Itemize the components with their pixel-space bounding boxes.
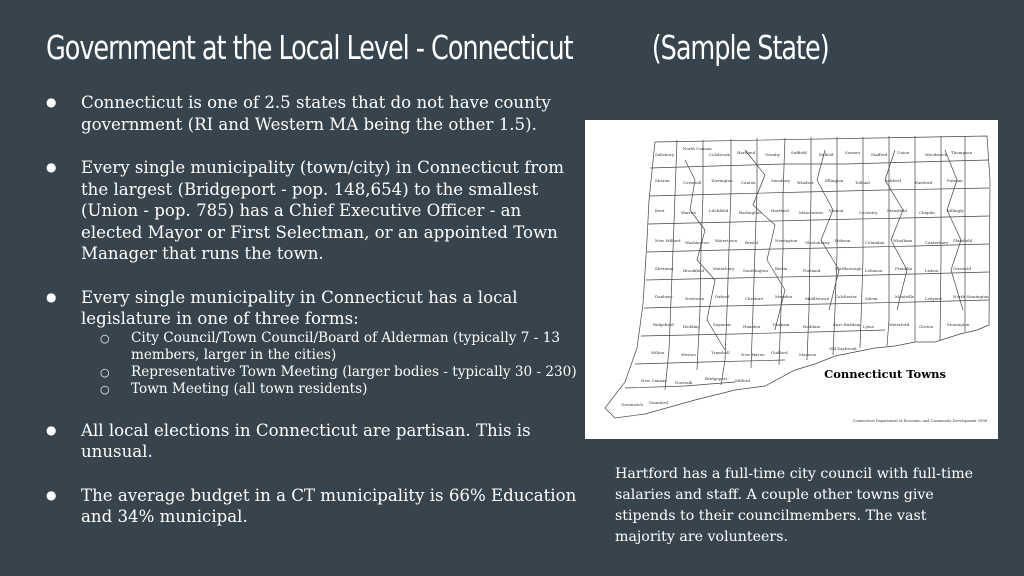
map-drawing (585, 120, 998, 439)
svg-text:Coventry: Coventry (859, 210, 878, 215)
svg-text:Suffield: Suffield (791, 150, 807, 155)
svg-text:Sherman: Sherman (655, 266, 674, 271)
svg-text:Seymour: Seymour (713, 322, 732, 327)
svg-text:Groton: Groton (919, 324, 934, 329)
svg-text:Portland: Portland (803, 268, 821, 273)
bullet-item (46, 92, 586, 135)
svg-text:Glastonbury: Glastonbury (805, 240, 830, 245)
svg-text:Woodstock: Woodstock (925, 152, 947, 157)
svg-text:Killingly: Killingly (947, 208, 964, 213)
svg-text:Canterbury: Canterbury (925, 240, 949, 245)
slide-title-suffix: (Sample State) (651, 28, 829, 67)
sub-bullet-list (81, 330, 586, 398)
bullet-item (46, 157, 586, 265)
svg-text:Ellington: Ellington (825, 178, 844, 183)
svg-text:Vernon: Vernon (829, 208, 844, 213)
connecticut-towns-map (585, 120, 998, 439)
bullet-item (46, 287, 586, 398)
svg-text:North Canaan: North Canaan (683, 146, 712, 151)
svg-text:Southington: Southington (743, 268, 768, 273)
svg-text:Marlborough: Marlborough (835, 266, 862, 271)
circle-bullet-icon: ○ (100, 331, 110, 345)
sub-bullet-item (100, 329, 586, 364)
svg-text:Watertown: Watertown (715, 238, 738, 243)
svg-text:Hebron: Hebron (835, 238, 851, 243)
svg-text:Stonington: Stonington (947, 322, 970, 327)
svg-text:Wilton: Wilton (651, 350, 665, 355)
svg-text:Union: Union (897, 150, 910, 155)
svg-text:Trumbull: Trumbull (711, 350, 730, 355)
bullet-item (46, 485, 586, 528)
svg-text:Newington: Newington (775, 238, 798, 243)
svg-text:Redding: Redding (683, 324, 700, 329)
svg-text:Plainfield: Plainfield (953, 238, 973, 243)
sub-bullet-text: Representative Town Meeting (larger bodies - typically 30 - 230) (131, 363, 577, 380)
slide-title-main: Government at the Local Level - Connecticut (46, 28, 573, 67)
svg-text:Greenwich: Greenwich (621, 402, 643, 407)
bullet-text: Every single municipality in Connecticut has a local legislature in one of three forms: (81, 287, 518, 328)
map-label: Connecticut Towns (824, 367, 946, 381)
svg-text:Meriden: Meriden (775, 294, 793, 299)
svg-text:Torrington: Torrington (711, 178, 733, 183)
svg-text:Mansfield: Mansfield (887, 208, 907, 213)
svg-text:Thompson: Thompson (951, 150, 973, 155)
map-caption: Hartford has a full-time city council with full-time salaries and staff. A couple other towns give stipends to their councilmembers. The vast majority are volunteers. (615, 466, 974, 545)
svg-text:Haddam: Haddam (803, 324, 821, 329)
svg-text:Salem: Salem (865, 296, 878, 301)
svg-text:Chaplin: Chaplin (919, 210, 935, 215)
svg-text:Lebanon: Lebanon (865, 268, 883, 273)
svg-text:Windham: Windham (893, 238, 913, 243)
bullet-dot-icon: ● (46, 487, 57, 502)
svg-text:Hartford: Hartford (771, 208, 789, 213)
sub-bullet-text: Town Meeting (all town residents) (131, 380, 368, 397)
svg-text:Washington: Washington (685, 240, 709, 245)
svg-text:Waterbury: Waterbury (713, 266, 735, 271)
bullet-dot-icon: ● (46, 160, 57, 174)
svg-text:Hartland: Hartland (737, 150, 756, 155)
svg-text:Putnam: Putnam (947, 178, 963, 183)
sub-bullet-item (100, 363, 586, 381)
svg-text:Griswold: Griswold (953, 266, 972, 271)
svg-text:Colebrook: Colebrook (709, 152, 730, 157)
svg-text:Oxford: Oxford (715, 294, 729, 299)
svg-text:Waterford: Waterford (889, 322, 910, 327)
svg-text:Guilford: Guilford (771, 350, 788, 355)
svg-text:Canton: Canton (741, 180, 756, 185)
sub-bullet-item (100, 380, 586, 398)
svg-text:Simsbury: Simsbury (771, 178, 791, 183)
svg-text:Berlin: Berlin (775, 266, 788, 271)
svg-text:Burlington: Burlington (739, 210, 761, 215)
bullet-dot-icon: ● (46, 422, 57, 437)
svg-text:East Haddam: East Haddam (833, 322, 861, 327)
svg-text:Eastford: Eastford (915, 180, 933, 185)
svg-text:Granby: Granby (765, 152, 780, 157)
svg-text:North Stonington: North Stonington (953, 294, 989, 299)
svg-text:Stamford: Stamford (649, 400, 668, 405)
svg-text:Colchester: Colchester (835, 294, 857, 299)
bullet-text: Every single municipality (town/city) in Connecticut from the largest (Bridgeport - pop. 148,654) to the smallest (Union - pop. 785) has a Chief Executive Officer - an elected Mayor or First Selectman, or an appointed Town Manager that runs the town. (81, 158, 565, 263)
svg-text:Madison: Madison (799, 352, 817, 357)
svg-text:Ashford: Ashford (885, 178, 901, 183)
svg-text:Middletown: Middletown (805, 296, 830, 301)
svg-text:New Milford: New Milford (655, 238, 681, 243)
svg-text:Litchfield: Litchfield (709, 208, 729, 213)
svg-text:Norwalk: Norwalk (675, 380, 693, 385)
svg-text:Bristol: Bristol (745, 240, 759, 245)
svg-text:Manchester: Manchester (799, 210, 824, 215)
svg-text:Columbia: Columbia (865, 240, 885, 245)
svg-text:Windsor: Windsor (797, 180, 814, 185)
slide-title (46, 28, 829, 67)
bullet-text: The average budget in a CT municipality is 66% Education and 34% municipal. (81, 485, 577, 526)
svg-text:Salisbury: Salisbury (655, 152, 675, 157)
bullet-text: Connecticut is one of 2.5 states that do not have county government (RI and Western MA being the other 1.5). (81, 93, 551, 134)
svg-text:Ridgefield: Ridgefield (653, 322, 674, 327)
svg-text:Tolland: Tolland (855, 180, 870, 185)
svg-text:Ledyard: Ledyard (925, 296, 942, 301)
svg-text:Montville: Montville (895, 294, 915, 299)
svg-text:Sharon: Sharon (655, 178, 670, 183)
svg-text:Cornwall: Cornwall (683, 180, 702, 185)
bullet-list (46, 92, 586, 528)
svg-text:New Canaan: New Canaan (641, 378, 667, 383)
svg-text:Newtown: Newtown (685, 296, 705, 301)
svg-text:New Haven: New Haven (741, 352, 765, 357)
bullet-item (46, 420, 586, 463)
svg-text:Old Saybrook: Old Saybrook (829, 346, 857, 351)
svg-text:Kent: Kent (655, 208, 665, 213)
svg-text:Franklin: Franklin (895, 266, 913, 271)
svg-text:Milford: Milford (735, 378, 751, 383)
svg-text:Lisbon: Lisbon (925, 268, 939, 273)
svg-text:Warren: Warren (681, 210, 696, 215)
map-credit: Connecticut Department of Economic and Community Development 1996 (852, 419, 987, 423)
bullet-text: All local elections in Connecticut are partisan. This is unusual. (81, 420, 531, 461)
svg-text:Danbury: Danbury (655, 294, 673, 299)
bullet-dot-icon: ● (46, 289, 57, 304)
svg-text:Somers: Somers (845, 150, 861, 155)
svg-text:Weston: Weston (681, 352, 696, 357)
sub-bullet-text: City Council/Town Council/Board of Alderman (typically 7 - 13 members, larger in the cities) (131, 329, 560, 363)
bullet-dot-icon: ● (46, 95, 57, 109)
svg-text:Lyme: Lyme (863, 324, 875, 329)
circle-bullet-icon: ○ (100, 365, 110, 379)
svg-text:Stafford: Stafford (871, 152, 888, 157)
circle-bullet-icon: ○ (100, 382, 110, 396)
svg-text:Cheshire: Cheshire (745, 296, 764, 301)
svg-text:Enfield: Enfield (819, 152, 834, 157)
svg-text:Bridgeport: Bridgeport (705, 376, 728, 381)
svg-text:Brookfield: Brookfield (683, 268, 704, 273)
svg-text:Durham: Durham (773, 322, 790, 327)
svg-text:Hamden: Hamden (743, 324, 761, 329)
